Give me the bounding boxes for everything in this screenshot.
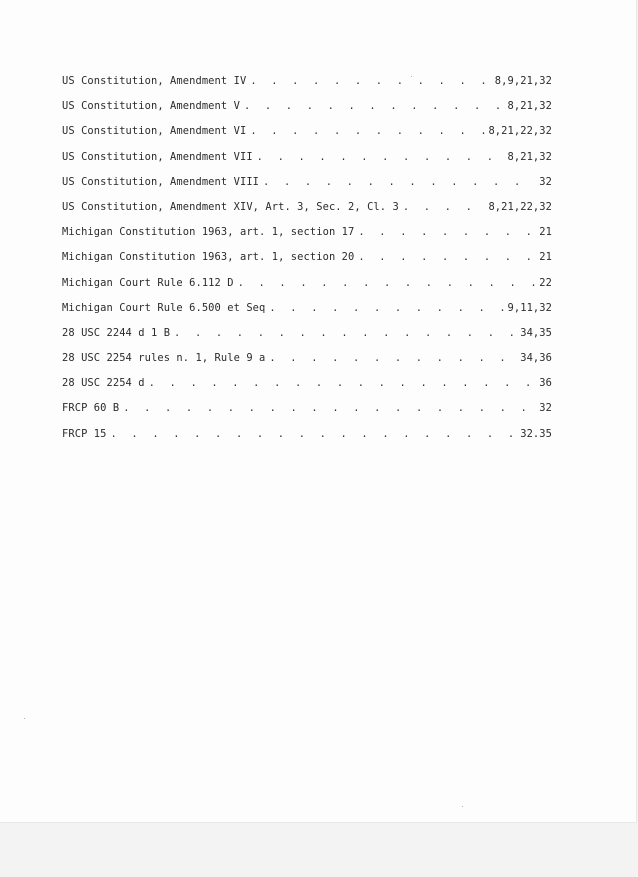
page-references: 8,21,22,32 [488, 125, 552, 138]
table-of-authorities [62, 75, 552, 453]
citation: US Constitution, Amendment VII [62, 150, 253, 163]
citation: Michigan Constitution 1963, art. 1, section 17 [62, 226, 355, 239]
page-references: 32 [539, 402, 552, 415]
toc-entry [62, 327, 552, 352]
page-references: 8,21,22,32 [488, 200, 552, 213]
citation: Michigan Constitution 1963, art. 1, section 20 [62, 251, 355, 264]
dot-leader [269, 302, 505, 314]
citation: Michigan Court Rule 6.500 et Seq [62, 301, 266, 314]
citation: FRCP 60 B [62, 402, 120, 415]
toc-entry [62, 377, 552, 402]
toc-entry [62, 251, 552, 276]
toc-entry [62, 402, 552, 427]
scan-speck [462, 806, 463, 807]
page-references: 8,9,21,32 [494, 75, 552, 87]
toc-entry [62, 226, 552, 251]
toc-entry [62, 302, 552, 327]
toc-entry [62, 428, 552, 453]
page-references: 34,36 [520, 352, 552, 365]
toc-entry [62, 201, 552, 226]
dot-leader [238, 277, 538, 289]
dot-leader [244, 100, 506, 112]
toc-entry [62, 125, 552, 150]
citation: FRCP 15 [62, 427, 107, 440]
citation: US Constitution, Amendment VIII [62, 175, 260, 188]
page-references: 8,21,32 [507, 150, 552, 163]
toc-entry [62, 151, 552, 176]
citation: 28 USC 2254 d [62, 377, 145, 390]
citation: US Constitution, Amendment IV [62, 75, 247, 87]
dot-leader [263, 176, 537, 188]
dot-leader [358, 251, 537, 263]
scan-speck [411, 76, 412, 77]
citation: US Constitution, Amendment V [62, 100, 240, 113]
dot-leader [269, 352, 518, 364]
page-references: 21 [539, 251, 552, 264]
dot-leader [358, 226, 537, 238]
dot-leader [257, 151, 506, 163]
dot-leader [250, 75, 492, 87]
dot-leader [123, 402, 537, 414]
page-references: 9,11,32 [507, 301, 552, 314]
toc-entry [62, 176, 552, 201]
page-references: 34,35 [520, 326, 552, 339]
dot-leader [111, 428, 519, 440]
dot-leader [174, 327, 518, 339]
page-references: 36 [539, 377, 552, 390]
citation: 28 USC 2254 rules n. 1, Rule 9 a [62, 352, 266, 365]
dot-leader [149, 377, 538, 389]
citation: Michigan Court Rule 6.112 D [62, 276, 234, 289]
toc-entry [62, 100, 552, 125]
citation: 28 USC 2244 d 1 B [62, 326, 171, 339]
page-references: 21 [539, 226, 552, 239]
scan-speck [24, 718, 25, 719]
dot-leader [250, 125, 486, 137]
citation: US Constitution, Amendment XIV, Art. 3, Sec. 2, Cl. 3 [62, 200, 399, 213]
page-references: 8,21,32 [507, 100, 552, 113]
page-references: 22 [539, 276, 552, 289]
page-references: 32.35 [520, 427, 552, 440]
toc-entry [62, 352, 552, 377]
toc-entry [62, 277, 552, 302]
page-references: 32 [539, 175, 552, 188]
citation: US Constitution, Amendment VI [62, 125, 247, 138]
dot-leader [403, 201, 487, 213]
toc-entry [62, 75, 552, 100]
